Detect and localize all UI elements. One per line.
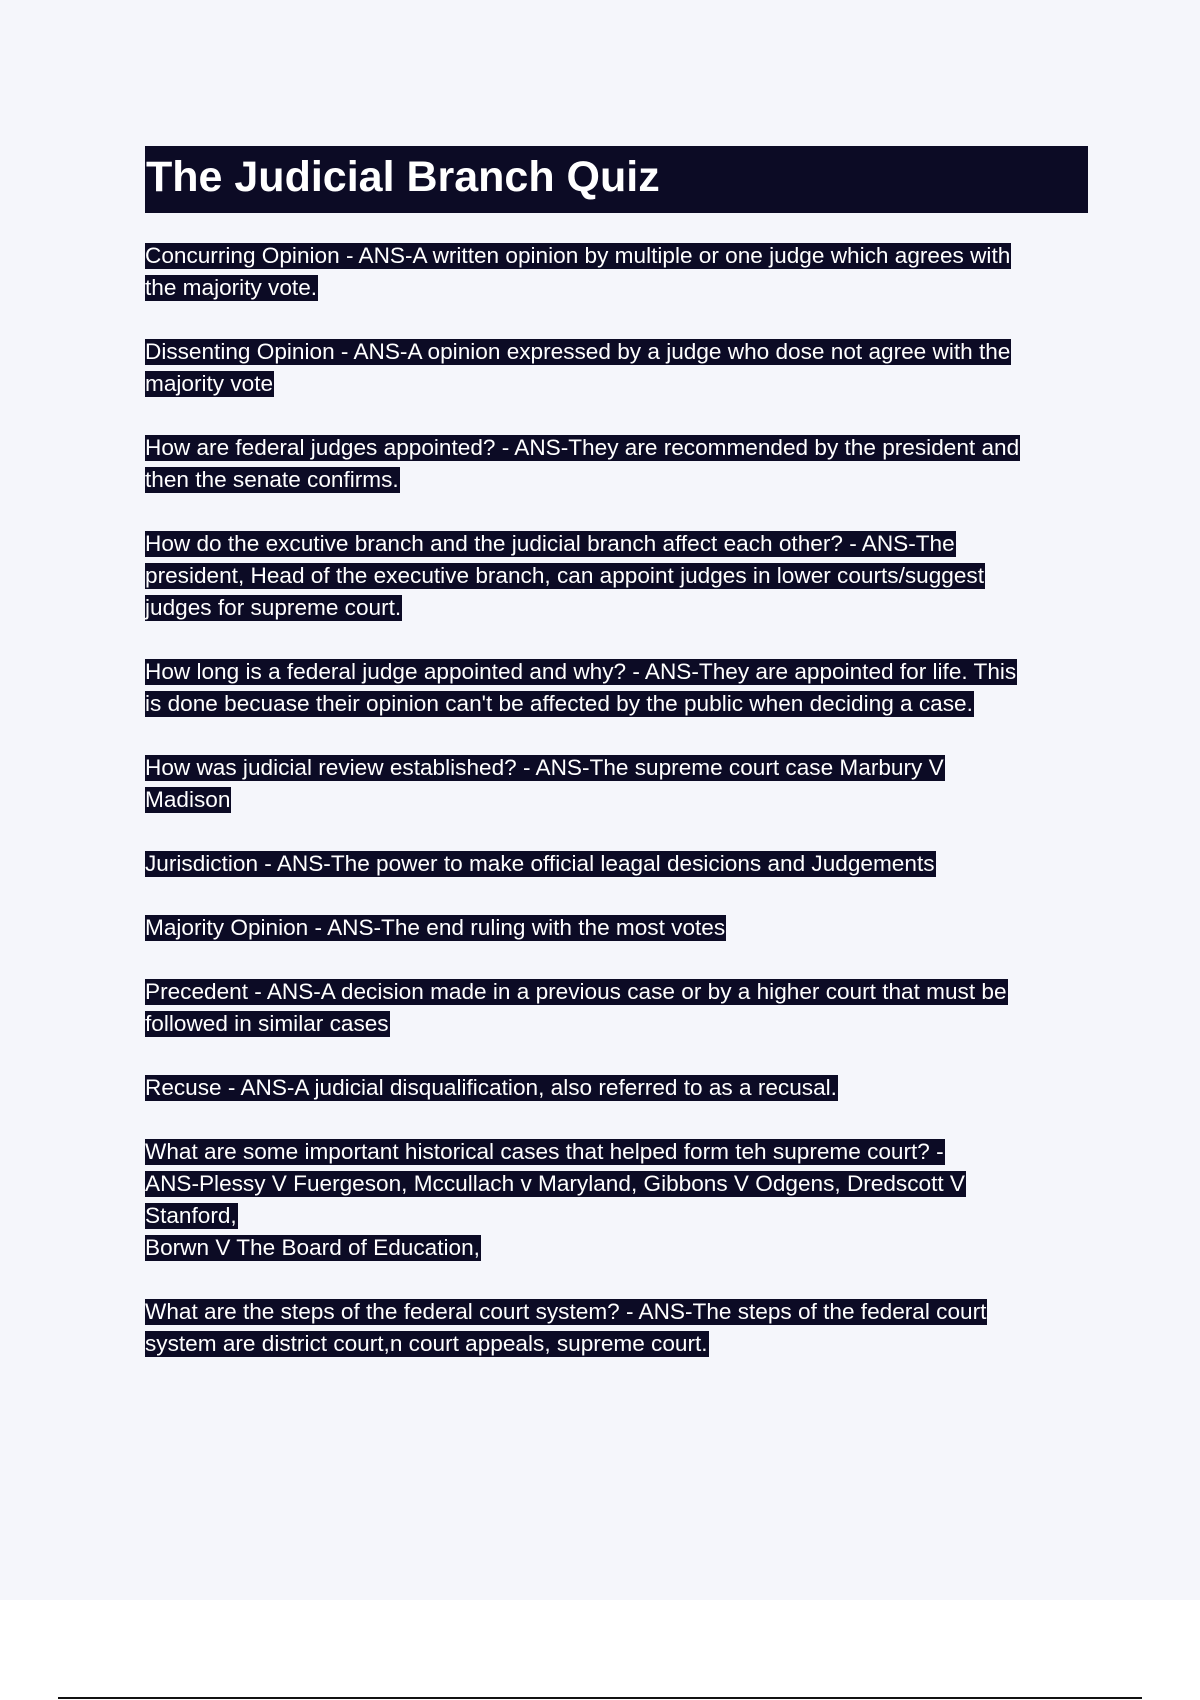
qa-line-text: followed in similar cases [145, 1011, 389, 1036]
qa-item-dissenting-opinion [145, 336, 1088, 400]
qa-line-text: Dissenting Opinion - ANS-A opinion expressed by a judge who dose not agree with the [145, 339, 1011, 364]
qa-line-text: Recuse - ANS-A judicial disqualification, also referred to as a recusal. [145, 1075, 837, 1100]
qa-line-text: Madison [145, 787, 231, 812]
qa-line [145, 688, 1088, 720]
qa-line [145, 592, 1088, 624]
qa-line [145, 1232, 1088, 1264]
qa-line-text: What are some important historical cases that helped form teh supreme court? - [145, 1139, 944, 1164]
qa-line [145, 368, 1088, 400]
qa-line-text: How long is a federal judge appointed and why? - ANS-They are appointed for life. This [145, 659, 1017, 684]
qa-line-text: system are district court,n court appeals, supreme court. [145, 1331, 708, 1356]
qa-item-judicial-review [145, 752, 1088, 816]
document-title: The Judicial Branch Quiz [145, 146, 1088, 213]
footer-divider [58, 1697, 1142, 1699]
qa-line-text: then the senate confirms. [145, 467, 399, 492]
document-content [145, 146, 1088, 1392]
qa-item-court-steps [145, 1296, 1088, 1360]
qa-item-precedent [145, 976, 1088, 1040]
qa-line [145, 656, 1088, 688]
qa-line-text: Jurisdiction - ANS-The power to make official leagal desicions and Judgements [145, 851, 935, 876]
qa-line [145, 1296, 1088, 1328]
qa-item-recuse [145, 1072, 1088, 1104]
qa-line-text: judges for supreme court. [145, 595, 402, 620]
qa-item-judge-term [145, 656, 1088, 720]
qa-line-text: ANS-Plessy V Fuergeson, Mccullach v Maryland, Gibbons V Odgens, Dredscott V [145, 1171, 965, 1196]
qa-line [145, 464, 1088, 496]
qa-line [145, 1168, 1088, 1200]
qa-list [145, 240, 1088, 1360]
qa-line-text: What are the steps of the federal court system? - ANS-The steps of the federal court [145, 1299, 987, 1324]
qa-line [145, 528, 1088, 560]
qa-line [145, 1136, 1088, 1168]
qa-line [145, 848, 1088, 880]
qa-item-historical-cases [145, 1136, 1088, 1264]
qa-line-text: the majority vote. [145, 275, 318, 300]
qa-line-text: How do the excutive branch and the judicial branch affect each other? - ANS-The [145, 531, 955, 556]
qa-item-branches-affect [145, 528, 1088, 624]
qa-line [145, 1008, 1088, 1040]
qa-line-text: majority vote [145, 371, 274, 396]
qa-line-text: president, Head of the executive branch, can appoint judges in lower courts/suggest [145, 563, 984, 588]
qa-line [145, 976, 1088, 1008]
qa-item-judges-appointed [145, 432, 1088, 496]
qa-line [145, 1328, 1088, 1360]
qa-line-text: Concurring Opinion - ANS-A written opinion by multiple or one judge which agrees with [145, 243, 1011, 268]
qa-line [145, 336, 1088, 368]
qa-line [145, 432, 1088, 464]
qa-line [145, 1200, 1088, 1232]
qa-line [145, 560, 1088, 592]
qa-line [145, 784, 1088, 816]
qa-line [145, 752, 1088, 784]
qa-line-text: Stanford, [145, 1203, 237, 1228]
qa-item-jurisdiction [145, 848, 1088, 880]
qa-line-text: is done becuase their opinion can't be affected by the public when deciding a case. [145, 691, 973, 716]
qa-line [145, 272, 1088, 304]
qa-line [145, 912, 1088, 944]
qa-line [145, 1072, 1088, 1104]
qa-line-text: Borwn V The Board of Education, [145, 1235, 480, 1260]
qa-line-text: Precedent - ANS-A decision made in a previous case or by a higher court that must be [145, 979, 1007, 1004]
qa-line-text: How are federal judges appointed? - ANS-They are recommended by the president and [145, 435, 1020, 460]
qa-item-concurring-opinion [145, 240, 1088, 304]
qa-line-text: Majority Opinion - ANS-The end ruling with the most votes [145, 915, 726, 940]
qa-item-majority-opinion [145, 912, 1088, 944]
qa-line-text: How was judicial review established? - ANS-The supreme court case Marbury V [145, 755, 944, 780]
qa-line [145, 240, 1088, 272]
